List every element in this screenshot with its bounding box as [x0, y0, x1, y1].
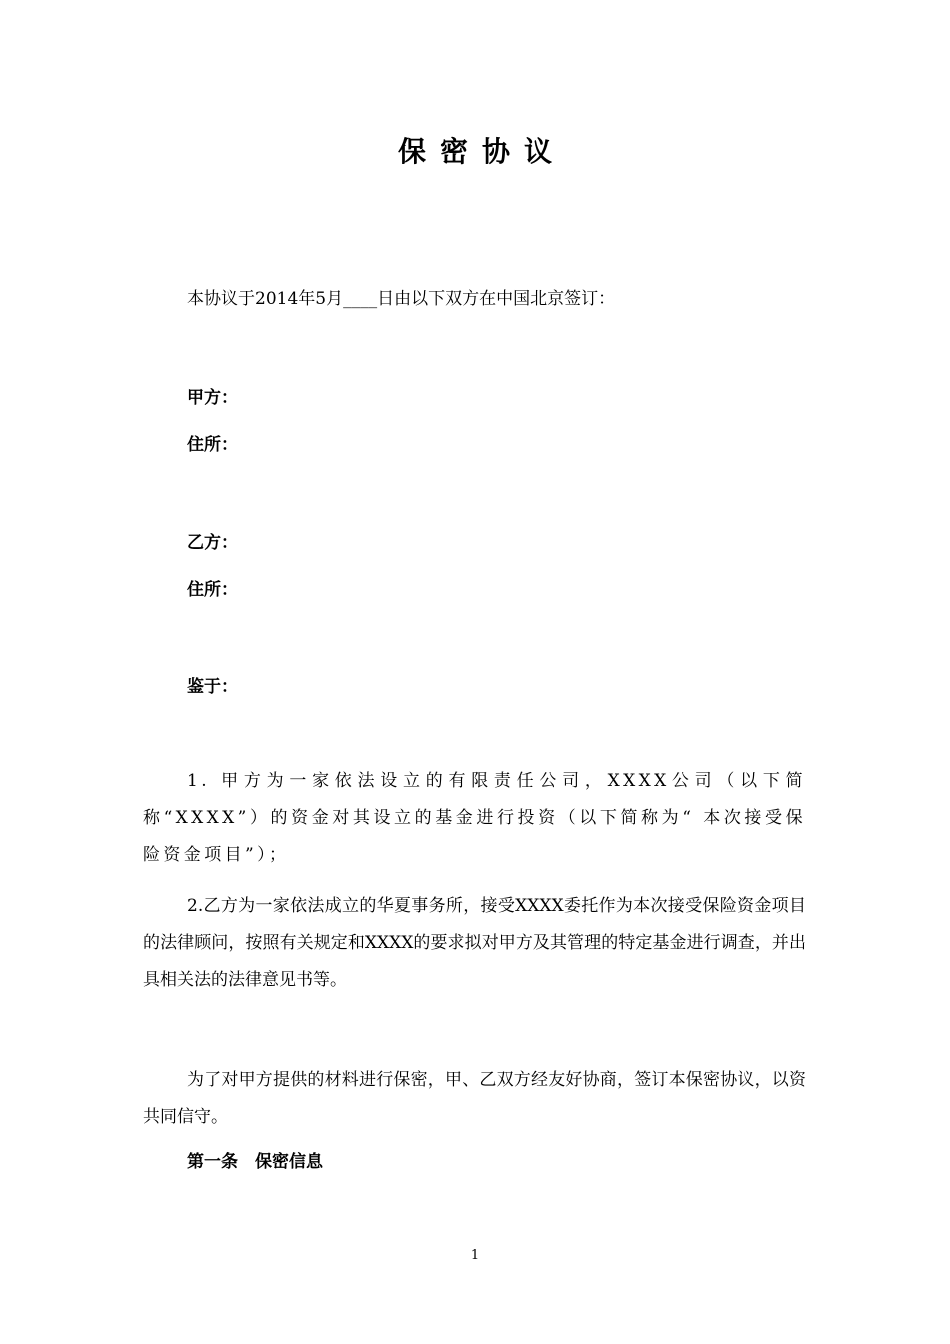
- document-title: 保密协议: [397, 135, 566, 168]
- party-a-address-label: 住所：: [187, 435, 238, 455]
- recital-2: 2.乙方为一家依法成立的华夏事务所，接受XXXX委托作为本次接受保险资金项目的法律顾问，按照有关规定和XXXX的要求拟对甲方及其管理的特定基金进行调查，并出具相关法的法律意见书等。: [143, 896, 806, 990]
- recital-1: 1. 甲方为一家依法设立的有限责任公司，XXXX公司（以下简称“XXXX”）的资金对其设立的基金进行投资（以下简称为“ 本次接受保险资金项目”）；: [143, 771, 806, 865]
- article-1-heading: 第一条 保密信息: [187, 1152, 323, 1172]
- party-b-label: 乙方：: [187, 533, 238, 553]
- whereas-label: 鉴于：: [187, 677, 238, 697]
- agreement-intro: 本协议于2014年5月____日由以下双方在中国北京签订：: [187, 289, 616, 309]
- party-b-address-label: 住所：: [187, 580, 238, 600]
- page-number: 1: [470, 1248, 480, 1263]
- party-a-label: 甲方：: [187, 388, 238, 408]
- purpose-statement: 为了对甲方提供的材料进行保密，甲、乙双方经友好协商，签订本保密协议，以资共同信守。: [143, 1070, 806, 1127]
